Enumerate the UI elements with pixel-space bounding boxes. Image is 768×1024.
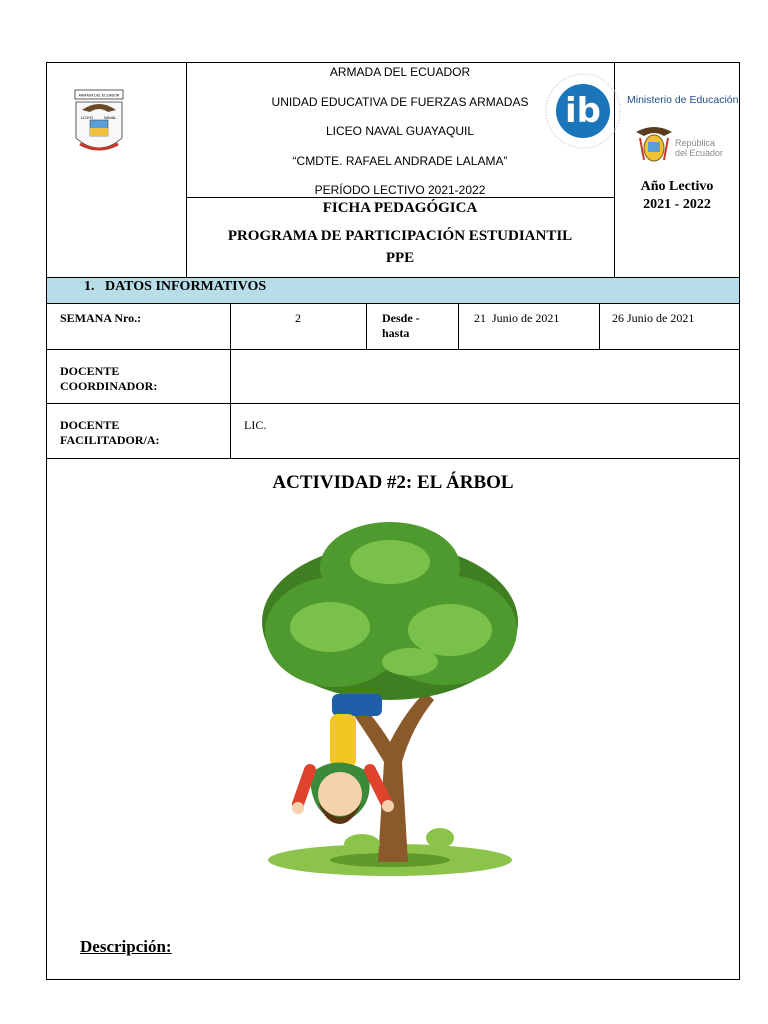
- desde-value: 21 Junio de 2021: [474, 311, 560, 325]
- ministry-label: Ministerio de Educación: [627, 94, 739, 106]
- ficha-title: FICHA PEDAGÓGICA: [322, 200, 478, 216]
- school-crest-logo: [72, 88, 126, 162]
- coordinator-label-line: COORDINADOR:: [60, 379, 158, 393]
- hasta-label: hasta: [382, 326, 410, 340]
- program-acronym: PPE: [385, 250, 415, 266]
- academic-year: [614, 178, 740, 214]
- ib-logo: [544, 72, 622, 150]
- semana-label: SEMANA Nro.:: [60, 311, 142, 325]
- divider: [599, 303, 600, 349]
- desde-label: Desde -: [382, 311, 420, 325]
- republic-label: [675, 138, 723, 158]
- section-heading: [84, 278, 266, 295]
- crest-name-left: LICEO: [81, 115, 94, 120]
- year-label: Año Lectivo: [640, 179, 714, 194]
- divider: [46, 349, 740, 350]
- divider: [458, 303, 459, 349]
- header-line: PERÍODO LECTIVO 2021-2022: [314, 183, 486, 197]
- header-line: UNIDAD EDUCATIVA DE FUERZAS ARMADAS: [271, 94, 529, 109]
- republic-line: del Ecuador: [675, 148, 724, 158]
- ib-logo-text: ib: [565, 91, 601, 131]
- semana-value: 2: [295, 311, 301, 325]
- facilitator-value: LIC.: [244, 418, 267, 432]
- program-title: PROGRAMA DE PARTICIPACIÓN ESTUDIANTIL: [227, 228, 573, 244]
- tree-illustration: [240, 512, 540, 884]
- description-label: Descripción:: [80, 937, 172, 956]
- coordinator-label-line: DOCENTE: [60, 364, 120, 378]
- divider: [230, 303, 231, 458]
- republic-line: República: [675, 138, 716, 148]
- facilitator-label-line: DOCENTE: [60, 418, 120, 432]
- coordinator-label: [60, 364, 157, 394]
- hasta-value: 26 Junio de 2021: [612, 311, 695, 325]
- ecuador-coat-of-arms-icon: [634, 124, 674, 166]
- facilitator-label: [60, 418, 160, 448]
- facilitator-label-line: FACILITADOR/A:: [60, 433, 160, 447]
- crest-name-right: NAVAL: [104, 115, 117, 120]
- header-line: “CMDTE. RAFAEL ANDRADE LALAMA”: [292, 153, 508, 168]
- section-title: DATOS INFORMATIVOS: [105, 279, 267, 294]
- divider: [46, 403, 740, 404]
- crest-top-text: ARMADA DEL ECUADOR: [78, 93, 120, 98]
- year-value: 2021 - 2022: [643, 197, 711, 212]
- activity-title: ACTIVIDAD #2: EL ÁRBOL: [272, 472, 514, 493]
- section-number: 1.: [84, 279, 95, 294]
- divider: [366, 303, 367, 349]
- desde-hasta-label: [382, 311, 420, 341]
- divider: [46, 303, 740, 304]
- divider: [46, 458, 740, 459]
- header-line: ARMADA DEL ECUADOR: [329, 65, 471, 79]
- header-line: LICEO NAVAL GUAYAQUIL: [325, 124, 475, 138]
